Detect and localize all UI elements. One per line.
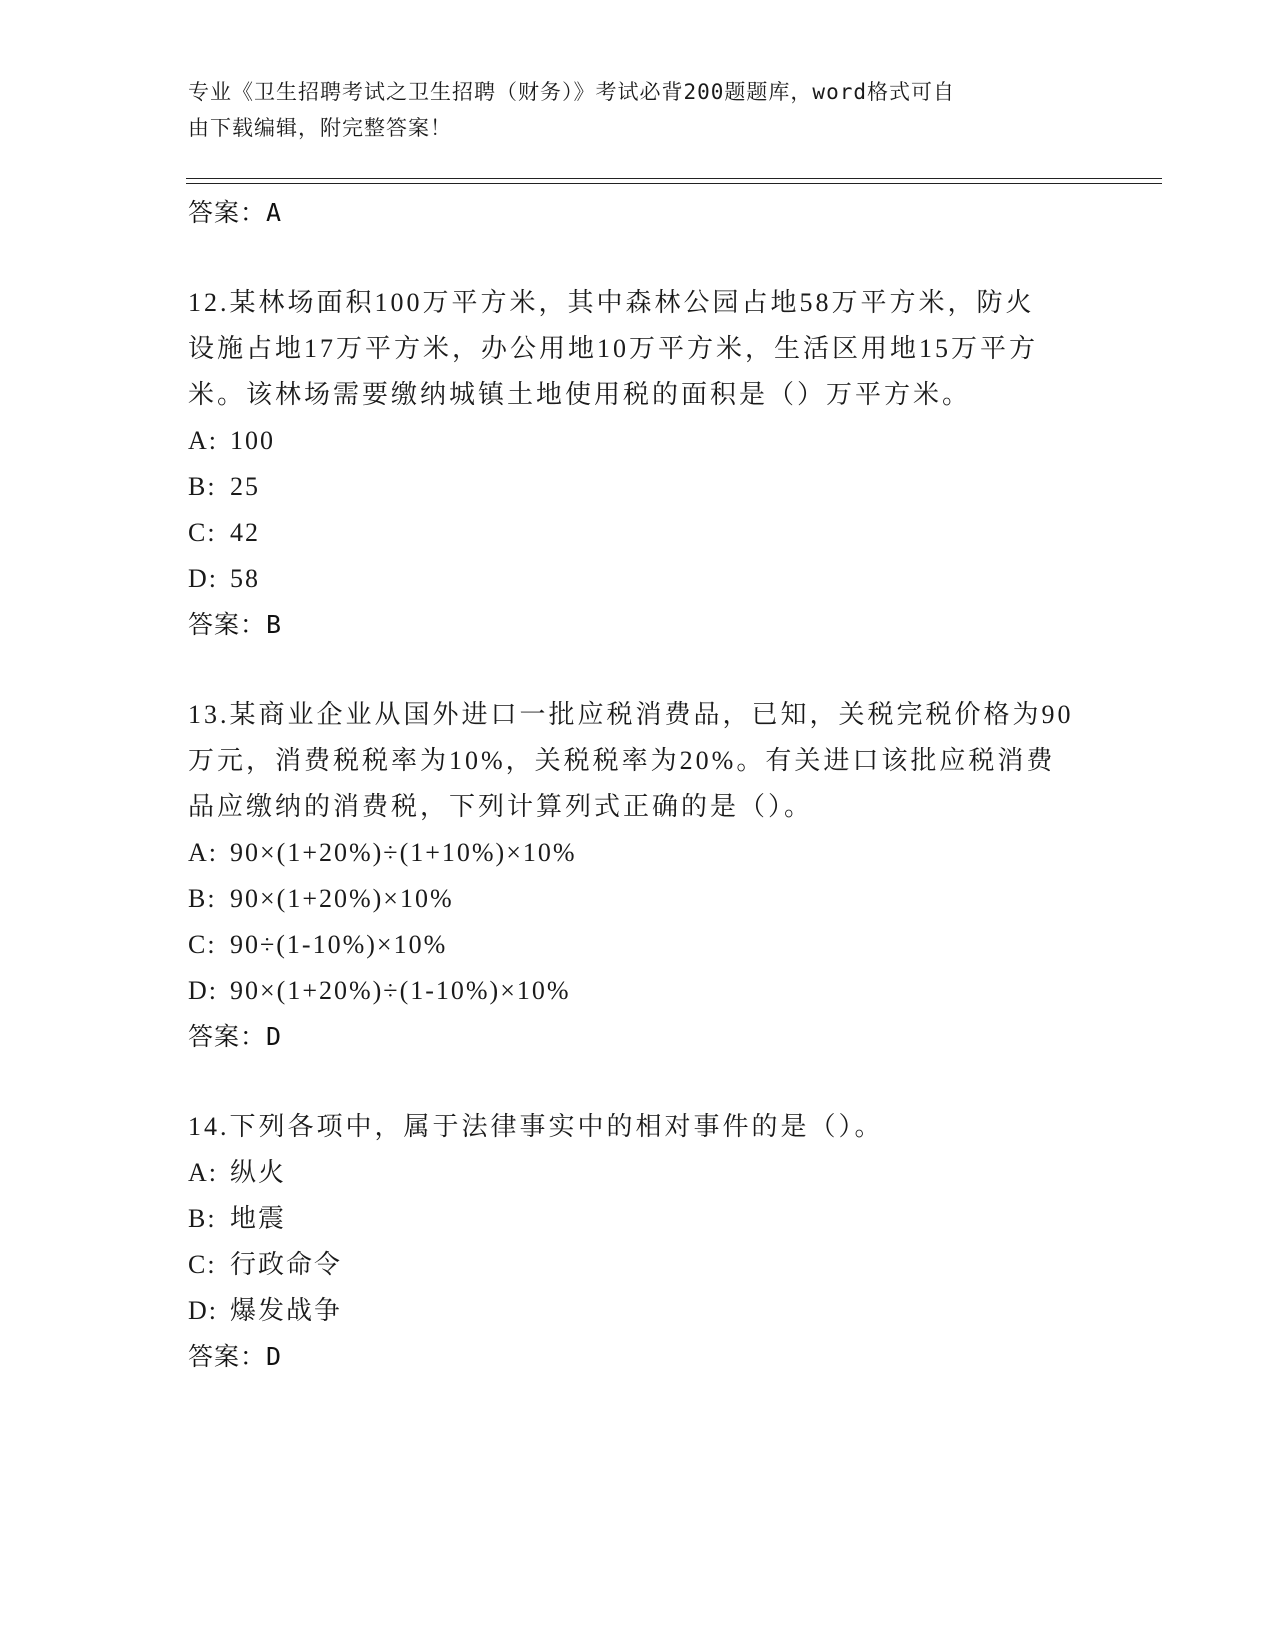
option-text: 100 (230, 426, 275, 455)
option-d (188, 556, 1088, 602)
question-stem-line: 12.某林场面积100万平方米，其中森林公园占地58万平方米，防火 (188, 288, 1035, 317)
question-block (188, 692, 1088, 1060)
option-letter: A: (188, 426, 218, 455)
option-text: 90×(1+20%)÷(1+10%)×10% (230, 838, 577, 867)
option-letter: D: (188, 976, 218, 1005)
answer-line: 答案：A (188, 198, 283, 227)
question-stem (188, 280, 1088, 418)
header-line: 由下载编辑，附完整答案！ (188, 116, 452, 140)
option-text: 90÷(1-10%)×10% (230, 930, 448, 959)
option-b (188, 1196, 1088, 1242)
option-letter: B: (188, 1204, 217, 1233)
question-stem (188, 1104, 1088, 1150)
question-stem-line: 13.某商业企业从国外进口一批应税消费品，已知，关税完税价格为90 (188, 700, 1074, 729)
option-a (188, 830, 1088, 876)
question-stem-line: 品应缴纳的消费税，下列计算列式正确的是（）。 (188, 792, 814, 821)
option-letter: B: (188, 472, 217, 501)
option-letter: C: (188, 518, 217, 547)
option-text: 58 (230, 564, 260, 593)
header-divider (186, 178, 1162, 179)
option-text: 爆发战争 (230, 1296, 343, 1325)
option-a (188, 1150, 1088, 1196)
answer-line: 答案：D (188, 1022, 283, 1051)
option-c (188, 922, 1088, 968)
header-line: 专业《卫生招聘考试之卫生招聘（财务）》考试必背200题题库，word格式可自 (188, 80, 955, 104)
option-text: 42 (230, 518, 260, 547)
option-a (188, 418, 1088, 464)
option-text: 90×(1+20%)÷(1-10%)×10% (230, 976, 571, 1005)
option-c (188, 1242, 1088, 1288)
option-text: 地震 (230, 1204, 287, 1233)
question-stem-line: 米。该林场需要缴纳城镇土地使用税的面积是（）万平方米。 (188, 380, 972, 409)
option-text: 行政命令 (230, 1250, 343, 1279)
option-letter: A: (188, 838, 218, 867)
option-text: 90×(1+20%)×10% (230, 884, 454, 913)
answer-line: 答案：D (188, 1342, 283, 1371)
option-letter: C: (188, 930, 217, 959)
option-d (188, 1288, 1088, 1334)
option-b (188, 876, 1088, 922)
header-divider (186, 183, 1162, 184)
question-stem-line: 万元，消费税税率为10%，关税税率为20%。有关进口该批应税消费 (188, 746, 1056, 775)
question-block (188, 280, 1088, 648)
option-text: 25 (230, 472, 260, 501)
option-letter: D: (188, 1296, 218, 1325)
question-stem-line: 设施占地17万平方米，办公用地10万平方米，生活区用地15万平方 (188, 334, 1039, 363)
option-letter: D: (188, 564, 218, 593)
document-header (188, 74, 1068, 146)
document-body (188, 190, 1088, 1380)
answer-line: 答案：B (188, 610, 283, 639)
option-letter: B: (188, 884, 217, 913)
option-b (188, 464, 1088, 510)
option-letter: A: (188, 1158, 218, 1187)
question-stem (188, 692, 1088, 830)
option-letter: C: (188, 1250, 217, 1279)
option-c (188, 510, 1088, 556)
option-text: 纵火 (230, 1158, 287, 1187)
question-stem-line: 14.下列各项中，属于法律事实中的相对事件的是（）。 (188, 1112, 884, 1141)
question-block (188, 1104, 1088, 1380)
option-d (188, 968, 1088, 1014)
